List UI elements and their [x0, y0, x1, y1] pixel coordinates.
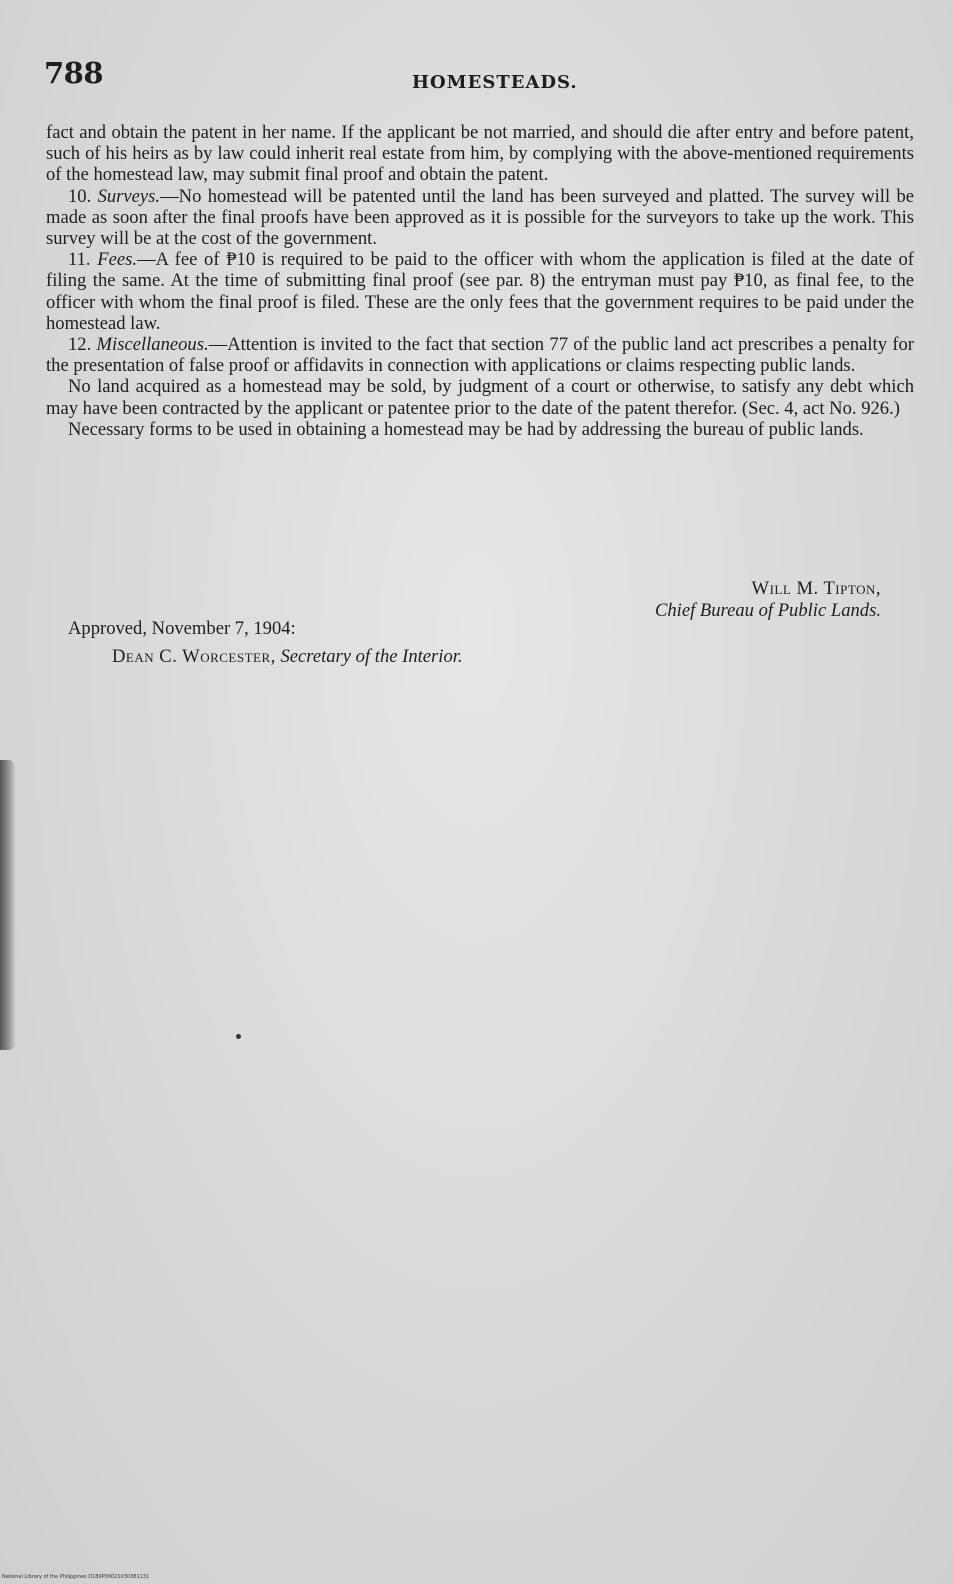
section-title-fees: Fees.: [97, 249, 137, 271]
paragraph-continuation: fact and obtain the patent in her name. If the applicant be not married, and should die after entry and before patent, such of his heirs as by law could inherit real estate from him, by complying with the above-mentioned requirements of the homestead law, may submit final proof and obtain the patent.: [46, 122, 914, 186]
section-number: 11.: [68, 249, 91, 271]
section-number: 12.: [68, 334, 92, 356]
paragraph-no-land-sold: No land acquired as a homestead may be sold, by judgment of a court or otherwise, to satisfy any debt which may have been contracted by the applicant or patentee prior to the date of the patent therefor. (Sec. 4, act No. 926.): [46, 376, 914, 419]
page-number: 788: [44, 56, 104, 90]
approver-title: Secretary of the Interior.: [280, 646, 463, 667]
section-text-surveys: —No homestead will be patented until the land has been surveyed and platted. The survey will be made as soon after the final proofs have been approved as it is possible for the surveyors to take up the work. This survey will be at the cost of the government.: [46, 185, 914, 250]
section-title-surveys: Surveys.: [97, 185, 161, 207]
section-text-fees: —A fee of ₱10 is required to be paid to the officer with whom the application is filed at the date of filing the same. At the time of submitting final proof (see par. 8) the entryman must pay ₱10, as final fee, to the officer with whom the final proof is filed. These are the only fees that the government requires to be paid under the homestead law.: [46, 249, 914, 334]
body-text: [46, 122, 914, 440]
ink-speck: [236, 1034, 241, 1039]
approver-line: [112, 646, 463, 668]
approved-line: Approved, November 7, 1904:: [68, 618, 296, 639]
signatory-title: Chief Bureau of Public Lands.: [654, 600, 881, 621]
section-text-miscellaneous: —Attention is invited to the fact that section 77 of the public land act prescribes a penalty for the presentation of false proof or affidavits in connection with applications or claims respecting public lands.: [46, 334, 914, 377]
paragraph-miscellaneous: [46, 334, 914, 376]
paragraph-necessary-forms: Necessary forms to be used in obtaining a homestead may be had by addressing the bureau of public lands.: [68, 418, 864, 440]
section-title-miscellaneous: Miscellaneous.: [96, 334, 209, 356]
paragraph-fees: [46, 249, 914, 334]
paragraph-surveys: [46, 186, 914, 250]
signature-block: [655, 578, 881, 622]
running-head: HOMESTEADS.: [412, 72, 578, 93]
scan-credit: National Library of the Philippines D180P00021030381131: [2, 1574, 150, 1580]
approver-name: Dean C. Worcester,: [112, 646, 276, 667]
signatory-name: Will M. Tipton,: [751, 578, 881, 599]
binding-edge-shadow: [0, 760, 16, 1050]
section-number: 10.: [68, 185, 92, 207]
